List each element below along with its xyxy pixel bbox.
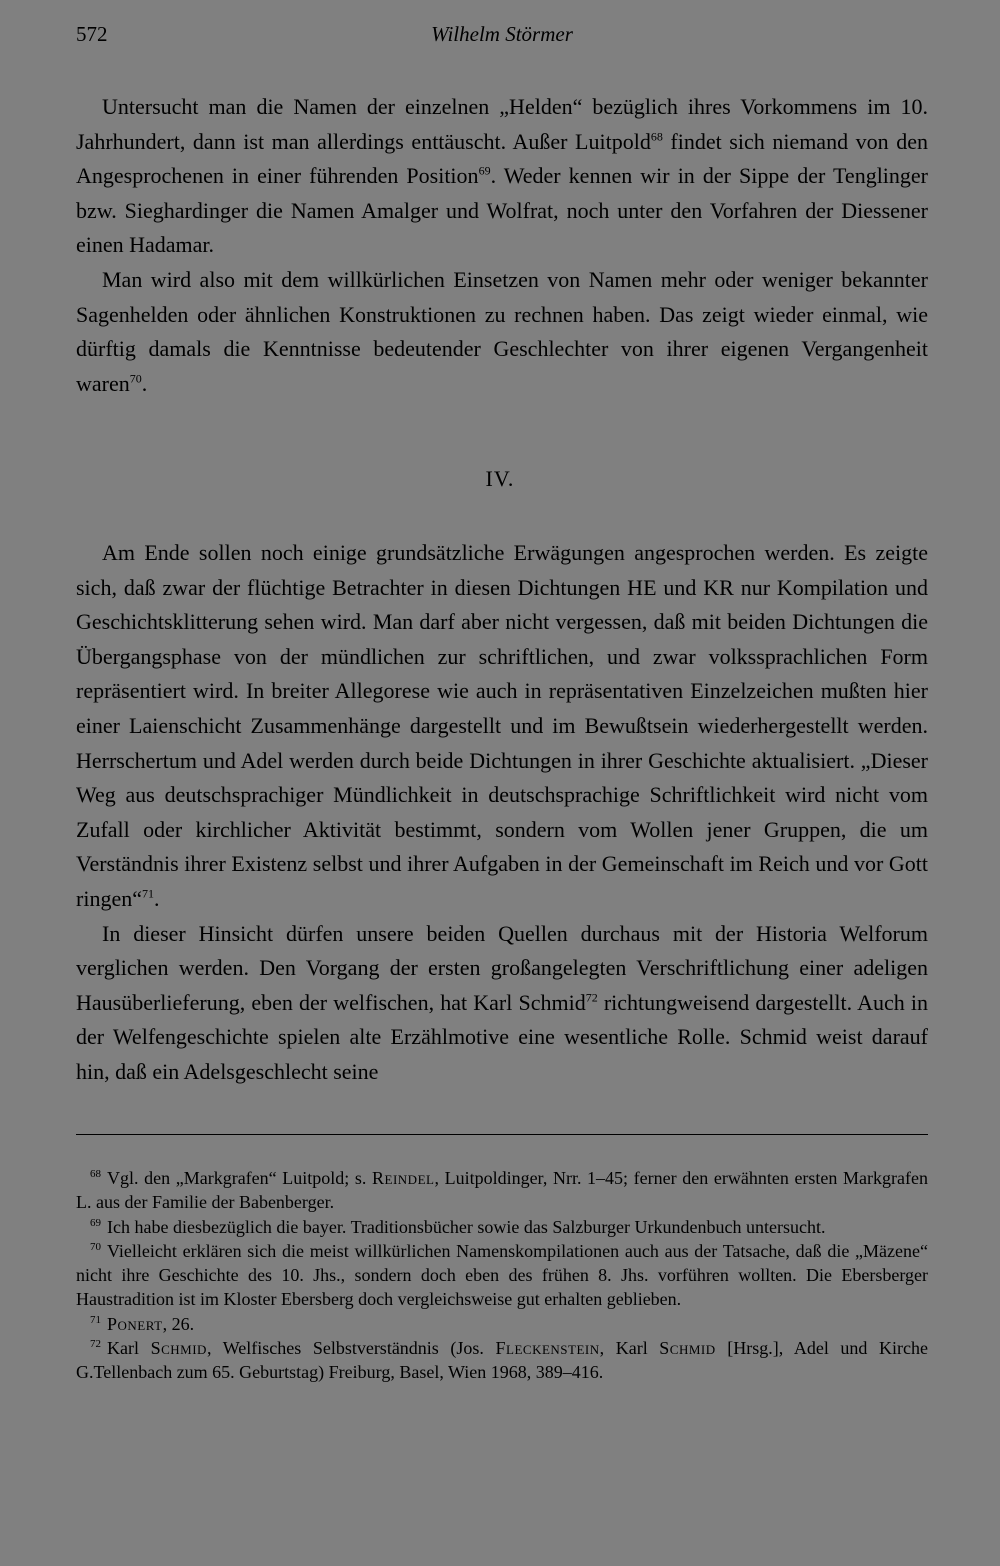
text-run: richtungweisend dargestellt. Auch in der Welfengeschichte spielen alte Erzählmotive eine wesentliche Rolle. Schmid weist darauf hin, daß ein Adelsgeschlecht seine (76, 989, 928, 1084)
footnote-70 (76, 1239, 928, 1312)
text-run: , 26. (162, 1313, 195, 1334)
text-run: Man wird also mit dem willkürlichen Einsetzen von Namen mehr oder weniger bekannter Sagenhelden oder ähnlichen Konstruktionen zu rechnen haben. Das zeigt wieder einmal, wie dürftig damals die Kenntnisse bedeutender Geschlechter von ihrer eigenen Vergangenheit waren (76, 266, 928, 396)
author-name: Ponert (107, 1313, 163, 1334)
footnote-ref: 69 (478, 163, 491, 178)
text-run: Am Ende sollen noch einige grundsätzliche Erwägungen angesprochen werden. Es zeigte sich, daß zwar der flüchtige Betrachter in diesen Dichtungen HE und KR nur Kompilation und Geschichtsklitterung sehen wird. Man darf aber nicht vergessen, daß mit beiden Dichtungen die Übergangsphase von der mündlichen zur schriftlichen, und zwar volkssprachlichen Form repräsentiert wird. In breiter Allegorese wie auch in repräsentativen Einzelzeichen mußten hier einer Laienschicht Zusammenhänge dargestellt und im Bewußtsein wiederhergestellt werden. Herrschertum und Adel werden durch beide Dichtungen in ihrer Geschichte aktualisiert. „Dieser Weg aus deutschsprachiger Mündlichkeit in deutschsprachige Schriftlichkeit wird nicht vom Zufall oder kirchlicher Aktivität bestimmt, sondern vom Wollen jener Gruppen, die um Verständnis ihrer Existenz selbst und ihrer Aufgaben in der Gemeinschaft im Reich und vor Gott ringen“ (76, 540, 928, 911)
text-run: [Hrsg.], Adel und Kirche G.Tellenbach zum 65. Geburtstag) Freiburg, Basel, Wien 1968, 389–416. (76, 1338, 928, 1383)
text-run: Ich habe diesbezüglich die bayer. Traditionsbücher sowie das Salzburger Urkundenbuch untersucht. (107, 1216, 826, 1237)
paragraph (76, 917, 928, 1090)
footnote-mark: 72 (90, 1338, 101, 1351)
footnotes (76, 1166, 928, 1385)
footnote-ref: 71 (141, 886, 154, 901)
text-run: , Luitpoldinger, Nrr. 1–45; ferner den erwähnten ersten Markgrafen L. aus der Familie der Babenberger. (76, 1168, 928, 1213)
text-run: Untersucht man die Namen der einzelnen „Helden“ bezüglich ihres Vorkommens im 10. Jahrhundert, dann ist man allerdings enttäuscht. Außer Luitpold (76, 94, 928, 154)
text-run: Karl (107, 1338, 151, 1359)
text-run: , Welfisches Selbstverständnis (Jos. (206, 1338, 496, 1359)
running-title: Wilhelm Störmer (431, 22, 573, 46)
text-run: Vielleicht erklären sich die meist willkürlichen Namenskompilationen auch aus der Tatsache, daß die „Mäzene“ nicht ihre Geschichte des 10. Jhs., sondern doch eben des frühen 8. Jhs. vorführen wollten. Die Ebersberger Haustradition ist im Kloster Ebersberg doch vergleichsweise gut erhalten geblieben. (76, 1240, 928, 1310)
author-name: Schmid (659, 1338, 716, 1359)
page-number: 572 (76, 22, 108, 46)
running-head (76, 22, 928, 56)
footnote-mark: 68 (90, 1168, 101, 1180)
text-run: . (153, 885, 160, 911)
footnote-69 (76, 1215, 928, 1239)
footnote-ref: 72 (585, 990, 598, 1005)
footnote-72 (76, 1336, 928, 1385)
footnote-71 (76, 1312, 928, 1336)
body-text-block-2 (76, 536, 928, 1090)
paragraph (76, 90, 928, 263)
footnote-mark: 70 (90, 1240, 101, 1253)
section-heading: IV. (485, 466, 515, 491)
text-run: In dieser Hinsicht dürfen unsere beiden Quellen durchaus mit der Historia Welforum verglichen werden. Den Vorgang der ersten großangelegten Verschriftlichung einer adeligen Hausüberlieferung, eben der welfischen, hat Karl Schmid (76, 920, 928, 1015)
text-run: , Karl (599, 1338, 660, 1359)
footnote-mark: 69 (90, 1216, 101, 1229)
body-text-block-1 (76, 90, 928, 401)
text-run: . (141, 370, 148, 396)
footnote-ref: 70 (129, 371, 142, 386)
text-run: findet sich niemand von den Angesprochenen in einer führenden Position (76, 128, 928, 189)
author-name: Schmid (150, 1338, 207, 1359)
footnote-68 (76, 1166, 928, 1215)
footnote-mark: 71 (90, 1313, 101, 1326)
text-run: . Weder kennen wir in der Sippe der Tenglinger bzw. Sieghardinger die Namen Amalger und Wolfrat, noch unter den Vorfahren der Diessener einen Hadamar. (76, 163, 929, 258)
paragraph (76, 536, 928, 917)
text-run: Vgl. den „Markgrafen“ Luitpold; s. (107, 1168, 373, 1188)
footnote-ref: 68 (650, 129, 663, 144)
paragraph (76, 263, 928, 401)
author-name: Reindel (372, 1168, 435, 1188)
author-name: Fleckenstein (495, 1338, 600, 1359)
footnote-divider (76, 1134, 928, 1135)
